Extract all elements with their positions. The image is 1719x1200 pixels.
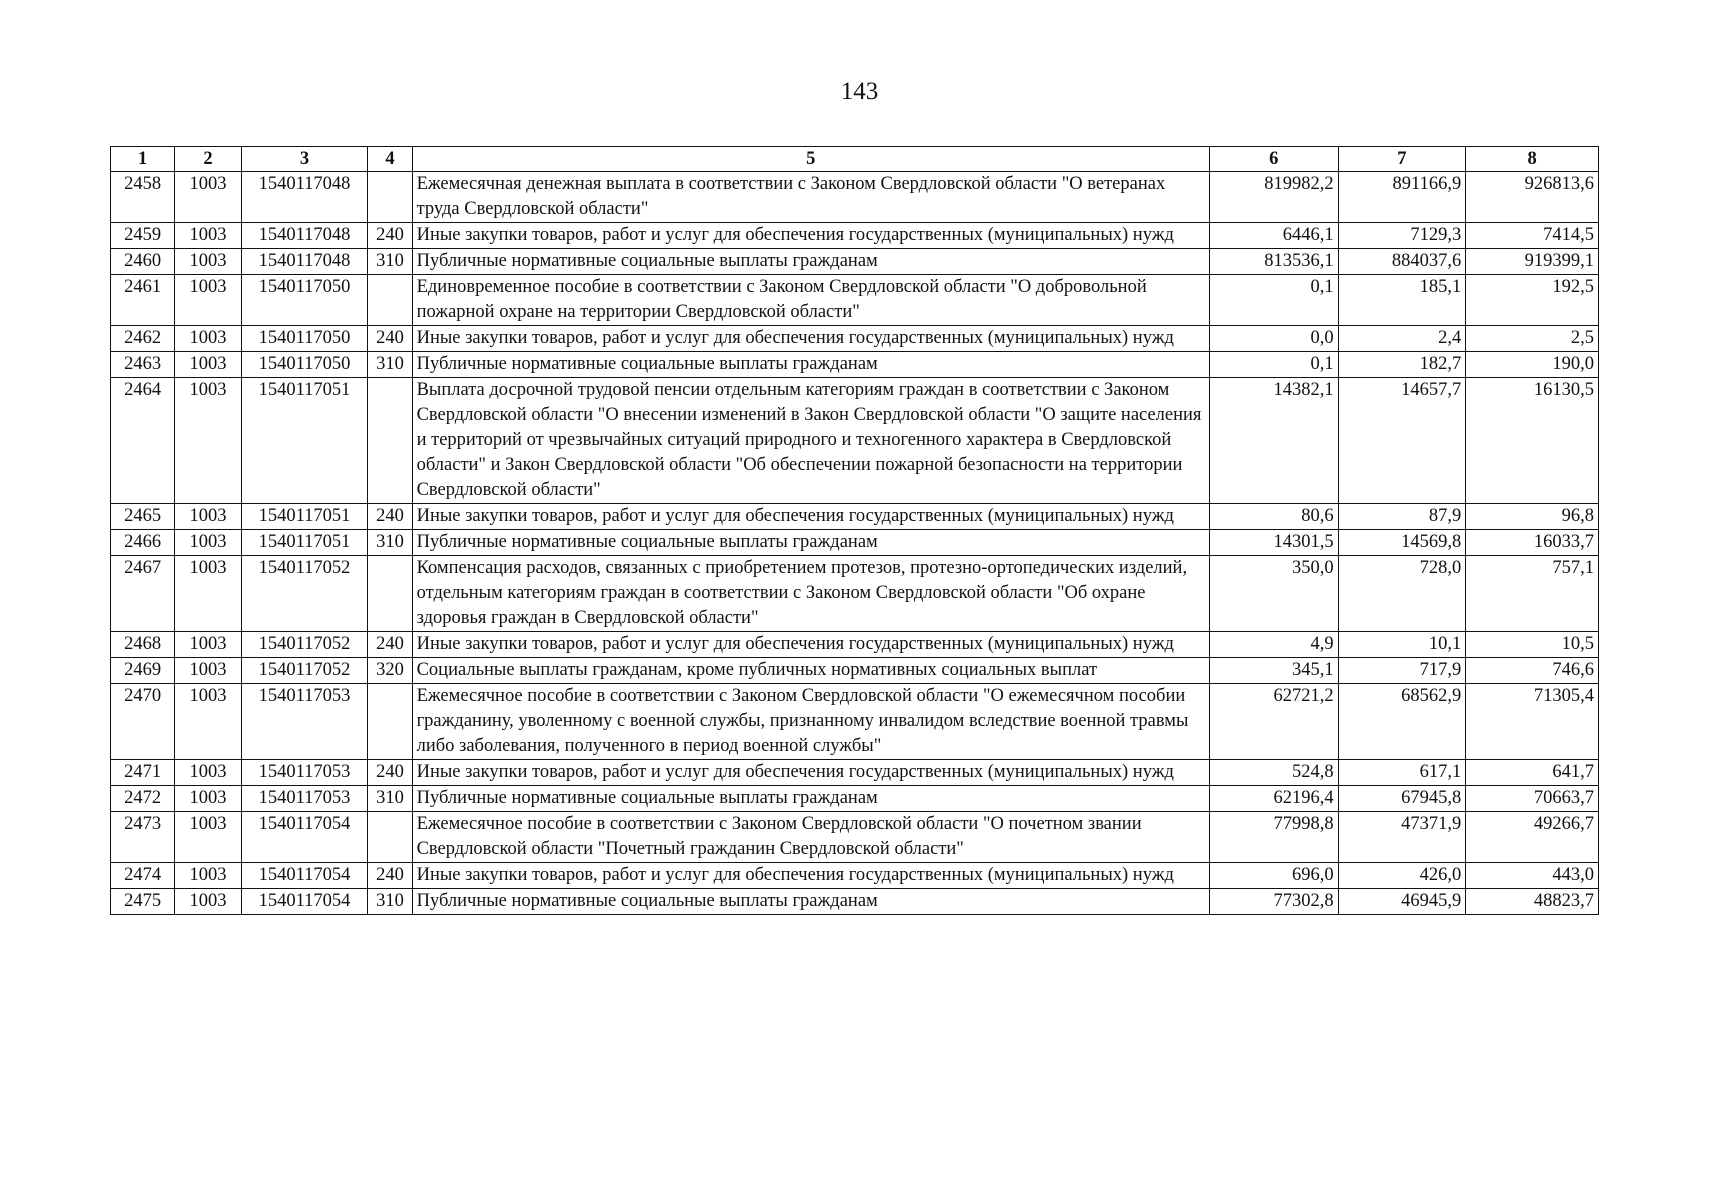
amount-col-7: 617,1 xyxy=(1338,760,1466,786)
target-article-code: 1540117048 xyxy=(241,249,368,275)
amount-col-7: 46945,9 xyxy=(1338,889,1466,915)
row-number: 2470 xyxy=(111,684,175,760)
row-number: 2461 xyxy=(111,275,175,326)
section-code: 1003 xyxy=(175,786,241,812)
amount-col-7: 891166,9 xyxy=(1338,172,1466,223)
section-code: 1003 xyxy=(175,352,241,378)
amount-col-8: 96,8 xyxy=(1466,504,1599,530)
budget-table xyxy=(110,146,1599,915)
section-code: 1003 xyxy=(175,684,241,760)
target-article-code: 1540117050 xyxy=(241,326,368,352)
column-header: 8 xyxy=(1466,147,1599,172)
table-row xyxy=(111,504,1599,530)
amount-col-8: 443,0 xyxy=(1466,863,1599,889)
row-number: 2469 xyxy=(111,658,175,684)
row-number: 2460 xyxy=(111,249,175,275)
section-code: 1003 xyxy=(175,889,241,915)
amount-col-8: 49266,7 xyxy=(1466,812,1599,863)
section-code: 1003 xyxy=(175,530,241,556)
column-header: 5 xyxy=(412,147,1209,172)
amount-col-8: 641,7 xyxy=(1466,760,1599,786)
amount-col-8: 48823,7 xyxy=(1466,889,1599,915)
row-number: 2458 xyxy=(111,172,175,223)
amount-col-6: 0,1 xyxy=(1209,275,1338,326)
row-description: Социальные выплаты гражданам, кроме публичных нормативных социальных выплат xyxy=(412,658,1209,684)
table-row xyxy=(111,275,1599,326)
amount-col-6: 696,0 xyxy=(1209,863,1338,889)
amount-col-7: 14569,8 xyxy=(1338,530,1466,556)
column-header: 6 xyxy=(1209,147,1338,172)
amount-col-6: 813536,1 xyxy=(1209,249,1338,275)
amount-col-7: 2,4 xyxy=(1338,326,1466,352)
row-number: 2475 xyxy=(111,889,175,915)
table-row xyxy=(111,863,1599,889)
section-code: 1003 xyxy=(175,556,241,632)
amount-col-7: 67945,8 xyxy=(1338,786,1466,812)
table-row xyxy=(111,378,1599,504)
row-number: 2467 xyxy=(111,556,175,632)
target-article-code: 1540117052 xyxy=(241,632,368,658)
expense-type-code: 310 xyxy=(368,249,412,275)
amount-col-7: 68562,9 xyxy=(1338,684,1466,760)
target-article-code: 1540117054 xyxy=(241,812,368,863)
expense-type-code: 240 xyxy=(368,223,412,249)
section-code: 1003 xyxy=(175,378,241,504)
target-article-code: 1540117051 xyxy=(241,530,368,556)
row-description: Иные закупки товаров, работ и услуг для обеспечения государственных (муниципальных) нужд xyxy=(412,223,1209,249)
amount-col-6: 14301,5 xyxy=(1209,530,1338,556)
table-row xyxy=(111,326,1599,352)
expense-type-code xyxy=(368,275,412,326)
row-number: 2459 xyxy=(111,223,175,249)
amount-col-7: 182,7 xyxy=(1338,352,1466,378)
table-row xyxy=(111,223,1599,249)
section-code: 1003 xyxy=(175,658,241,684)
amount-col-7: 14657,7 xyxy=(1338,378,1466,504)
expense-type-code: 240 xyxy=(368,326,412,352)
column-header: 4 xyxy=(368,147,412,172)
amount-col-6: 4,9 xyxy=(1209,632,1338,658)
table-row xyxy=(111,812,1599,863)
row-description: Выплата досрочной трудовой пенсии отдельным категориям граждан в соответствии с Законом Свердловской области "О внесении изменений в Закон Свердловской области "О защите населения и территорий от чрезвычайных ситуаций природного и техногенного характера в Свердловской области" и Закон Свердловской области "Об обеспечении пожарной безопасности на территории Свердловской области" xyxy=(412,378,1209,504)
amount-col-6: 345,1 xyxy=(1209,658,1338,684)
amount-col-8: 757,1 xyxy=(1466,556,1599,632)
row-description: Публичные нормативные социальные выплаты гражданам xyxy=(412,530,1209,556)
expense-type-code: 310 xyxy=(368,530,412,556)
section-code: 1003 xyxy=(175,632,241,658)
target-article-code: 1540117048 xyxy=(241,172,368,223)
row-number: 2464 xyxy=(111,378,175,504)
amount-col-6: 6446,1 xyxy=(1209,223,1338,249)
amount-col-6: 14382,1 xyxy=(1209,378,1338,504)
amount-col-7: 884037,6 xyxy=(1338,249,1466,275)
row-description: Ежемесячное пособие в соответствии с Законом Свердловской области "О ежемесячном пособии гражданину, уволенному с военной службы, признанному инвалидом вследствие военной травмы либо заболевания, полученного в период военной службы" xyxy=(412,684,1209,760)
section-code: 1003 xyxy=(175,249,241,275)
target-article-code: 1540117054 xyxy=(241,889,368,915)
row-description: Ежемесячное пособие в соответствии с Законом Свердловской области "О почетном звании Свердловской области "Почетный гражданин Свердловской области" xyxy=(412,812,1209,863)
expense-type-code xyxy=(368,812,412,863)
amount-col-7: 185,1 xyxy=(1338,275,1466,326)
row-description: Публичные нормативные социальные выплаты гражданам xyxy=(412,249,1209,275)
table-row xyxy=(111,889,1599,915)
row-number: 2473 xyxy=(111,812,175,863)
expense-type-code: 320 xyxy=(368,658,412,684)
expense-type-code: 240 xyxy=(368,632,412,658)
table-body xyxy=(111,172,1599,915)
amount-col-6: 350,0 xyxy=(1209,556,1338,632)
amount-col-7: 7129,3 xyxy=(1338,223,1466,249)
amount-col-8: 70663,7 xyxy=(1466,786,1599,812)
target-article-code: 1540117050 xyxy=(241,352,368,378)
amount-col-7: 47371,9 xyxy=(1338,812,1466,863)
table-row xyxy=(111,172,1599,223)
amount-col-8: 2,5 xyxy=(1466,326,1599,352)
table-row xyxy=(111,786,1599,812)
expense-type-code: 310 xyxy=(368,352,412,378)
target-article-code: 1540117051 xyxy=(241,378,368,504)
amount-col-8: 746,6 xyxy=(1466,658,1599,684)
section-code: 1003 xyxy=(175,172,241,223)
table-row xyxy=(111,684,1599,760)
section-code: 1003 xyxy=(175,760,241,786)
row-number: 2466 xyxy=(111,530,175,556)
target-article-code: 1540117048 xyxy=(241,223,368,249)
amount-col-6: 77302,8 xyxy=(1209,889,1338,915)
row-number: 2465 xyxy=(111,504,175,530)
row-description: Публичные нормативные социальные выплаты гражданам xyxy=(412,889,1209,915)
section-code: 1003 xyxy=(175,504,241,530)
expense-type-code xyxy=(368,684,412,760)
table-row xyxy=(111,249,1599,275)
amount-col-8: 190,0 xyxy=(1466,352,1599,378)
row-number: 2474 xyxy=(111,863,175,889)
amount-col-7: 87,9 xyxy=(1338,504,1466,530)
target-article-code: 1540117051 xyxy=(241,504,368,530)
row-description: Иные закупки товаров, работ и услуг для обеспечения государственных (муниципальных) нужд xyxy=(412,326,1209,352)
row-description: Иные закупки товаров, работ и услуг для обеспечения государственных (муниципальных) нужд xyxy=(412,760,1209,786)
column-header: 7 xyxy=(1338,147,1466,172)
row-number: 2471 xyxy=(111,760,175,786)
amount-col-6: 62196,4 xyxy=(1209,786,1338,812)
section-code: 1003 xyxy=(175,863,241,889)
section-code: 1003 xyxy=(175,223,241,249)
amount-col-8: 71305,4 xyxy=(1466,684,1599,760)
column-header: 1 xyxy=(111,147,175,172)
table-row xyxy=(111,556,1599,632)
target-article-code: 1540117053 xyxy=(241,786,368,812)
row-description: Единовременное пособие в соответствии с Законом Свердловской области "О добровольной пожарной охране на территории Свердловской области" xyxy=(412,275,1209,326)
row-description: Иные закупки товаров, работ и услуг для обеспечения государственных (муниципальных) нужд xyxy=(412,632,1209,658)
table-row xyxy=(111,352,1599,378)
amount-col-8: 16130,5 xyxy=(1466,378,1599,504)
amount-col-8: 192,5 xyxy=(1466,275,1599,326)
amount-col-6: 77998,8 xyxy=(1209,812,1338,863)
amount-col-7: 426,0 xyxy=(1338,863,1466,889)
table-row xyxy=(111,760,1599,786)
section-code: 1003 xyxy=(175,275,241,326)
table-row xyxy=(111,632,1599,658)
expense-type-code: 310 xyxy=(368,889,412,915)
expense-type-code xyxy=(368,172,412,223)
row-description: Публичные нормативные социальные выплаты гражданам xyxy=(412,352,1209,378)
column-header: 2 xyxy=(175,147,241,172)
amount-col-6: 524,8 xyxy=(1209,760,1338,786)
target-article-code: 1540117054 xyxy=(241,863,368,889)
row-description: Иные закупки товаров, работ и услуг для обеспечения государственных (муниципальных) нужд xyxy=(412,863,1209,889)
target-article-code: 1540117053 xyxy=(241,684,368,760)
expense-type-code xyxy=(368,378,412,504)
amount-col-6: 0,1 xyxy=(1209,352,1338,378)
table-row xyxy=(111,658,1599,684)
section-code: 1003 xyxy=(175,326,241,352)
row-number: 2468 xyxy=(111,632,175,658)
column-header: 3 xyxy=(241,147,368,172)
expense-type-code: 240 xyxy=(368,504,412,530)
amount-col-8: 16033,7 xyxy=(1466,530,1599,556)
amount-col-8: 7414,5 xyxy=(1466,223,1599,249)
row-description: Иные закупки товаров, работ и услуг для обеспечения государственных (муниципальных) нужд xyxy=(412,504,1209,530)
expense-type-code: 240 xyxy=(368,863,412,889)
row-number: 2463 xyxy=(111,352,175,378)
amount-col-7: 10,1 xyxy=(1338,632,1466,658)
amount-col-6: 0,0 xyxy=(1209,326,1338,352)
target-article-code: 1540117052 xyxy=(241,556,368,632)
amount-col-6: 62721,2 xyxy=(1209,684,1338,760)
target-article-code: 1540117053 xyxy=(241,760,368,786)
expense-type-code: 240 xyxy=(368,760,412,786)
row-description: Ежемесячная денежная выплата в соответствии с Законом Свердловской области "О ветеранах труда Свердловской области" xyxy=(412,172,1209,223)
amount-col-8: 10,5 xyxy=(1466,632,1599,658)
target-article-code: 1540117052 xyxy=(241,658,368,684)
amount-col-6: 819982,2 xyxy=(1209,172,1338,223)
row-description: Публичные нормативные социальные выплаты гражданам xyxy=(412,786,1209,812)
amount-col-8: 919399,1 xyxy=(1466,249,1599,275)
expense-type-code: 310 xyxy=(368,786,412,812)
amount-col-8: 926813,6 xyxy=(1466,172,1599,223)
row-number: 2472 xyxy=(111,786,175,812)
amount-col-7: 717,9 xyxy=(1338,658,1466,684)
amount-col-7: 728,0 xyxy=(1338,556,1466,632)
expense-type-code xyxy=(368,556,412,632)
table-row xyxy=(111,530,1599,556)
row-description: Компенсация расходов, связанных с приобретением протезов, протезно-ортопедических изделий, отдельным категориям граждан в соответствии с Законом Свердловской области "Об охране здоровья граждан в Свердловской области" xyxy=(412,556,1209,632)
target-article-code: 1540117050 xyxy=(241,275,368,326)
section-code: 1003 xyxy=(175,812,241,863)
page-number: 143 xyxy=(840,78,879,105)
row-number: 2462 xyxy=(111,326,175,352)
column-header-row xyxy=(111,147,1599,172)
amount-col-6: 80,6 xyxy=(1209,504,1338,530)
